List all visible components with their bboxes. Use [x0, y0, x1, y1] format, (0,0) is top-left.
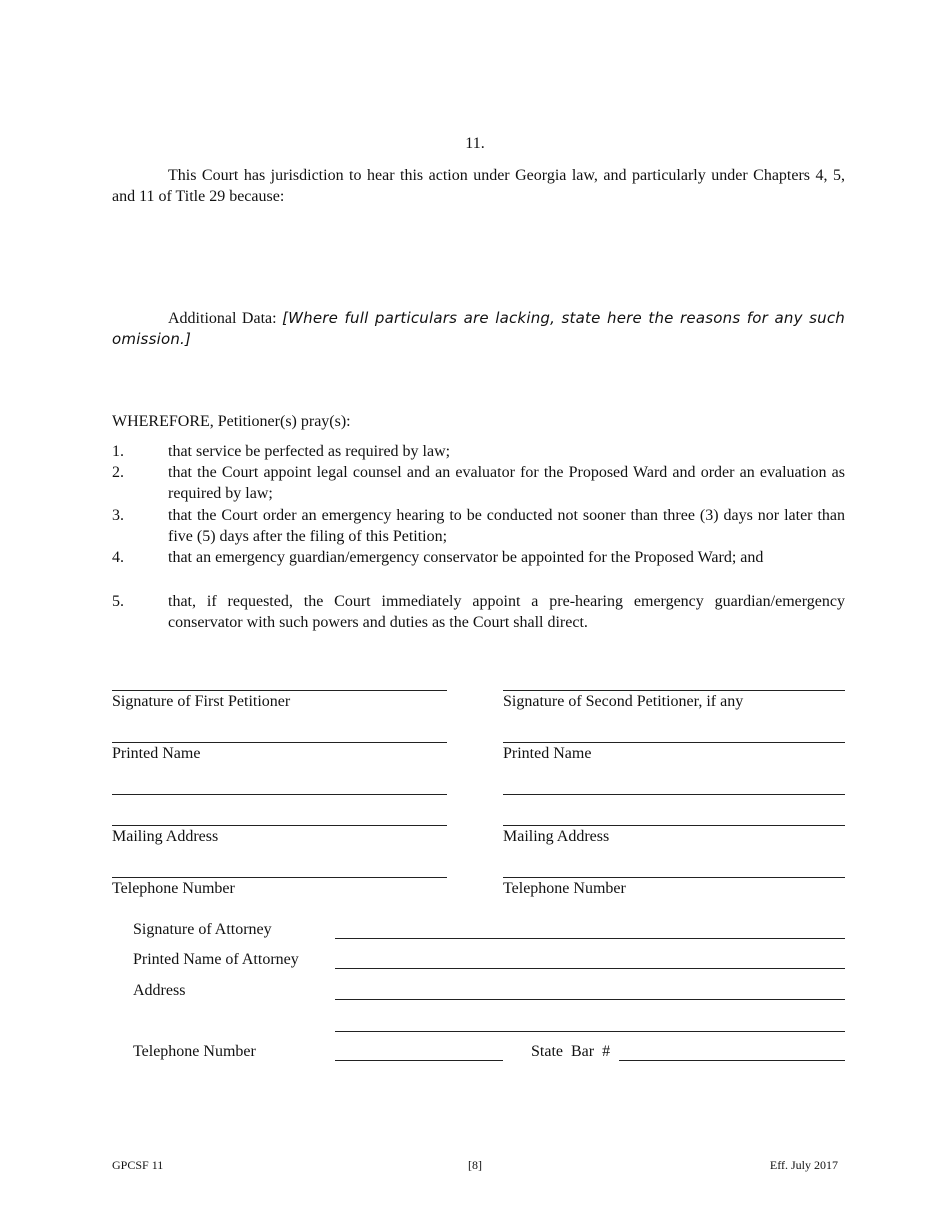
attorney-telephone-line[interactable]: [335, 1060, 503, 1061]
state-bar-line[interactable]: [619, 1060, 845, 1061]
first-address-line-2[interactable]: [112, 825, 447, 826]
jurisdiction-paragraph: This Court has jurisdiction to hear this action under Georgia law, and particularly under Chapters 4, 5, and 11 of Title 29 because:: [112, 167, 845, 205]
first-address-line-1[interactable]: [112, 794, 447, 795]
prayer-text: that the Court appoint legal counsel and an evaluator for the Proposed Ward and order an evaluation as required by law;: [168, 464, 845, 502]
footer-page-number: [8]: [468, 1158, 482, 1172]
second-printed-name-label: Printed Name: [503, 745, 592, 762]
attorney-printed-name-line[interactable]: [335, 968, 845, 969]
prayer-number: 3.: [112, 507, 124, 524]
prayer-item-5: [112, 591, 845, 633]
prayer-number: 1.: [112, 443, 124, 460]
first-signature-label: Signature of First Petitioner: [112, 693, 291, 710]
prayer-number: 4.: [112, 549, 124, 566]
prayer-text: that service be perfected as required by law;: [168, 443, 451, 460]
state-bar-label: State Bar #: [531, 1043, 611, 1060]
second-printed-name-line[interactable]: [503, 742, 845, 743]
second-address-line-2[interactable]: [503, 825, 845, 826]
prayer-item-2: [112, 462, 845, 504]
prayer-number: 5.: [112, 593, 124, 610]
prayer-text: that, if requested, the Court immediately appoint a pre-hearing emergency guardian/emergency conservator with such powers and duties as the Court shall direct.: [168, 593, 845, 631]
first-signature-line[interactable]: [112, 690, 447, 691]
prayer-item-1: [112, 441, 845, 462]
first-printed-name-label: Printed Name: [112, 745, 201, 762]
second-signature-line[interactable]: [503, 690, 845, 691]
second-telephone-line[interactable]: [503, 877, 845, 878]
footer-form-id: GPCSF 11: [112, 1158, 164, 1172]
additional-data-paragraph: [112, 308, 845, 350]
prayer-text: that the Court order an emergency hearing to be conducted not sooner than three (3) days nor later than five (5) days after the filing of this Petition;: [168, 507, 845, 545]
attorney-address-line-1[interactable]: [335, 999, 845, 1000]
second-telephone-label: Telephone Number: [503, 880, 626, 897]
prayer-text: that an emergency guardian/emergency conservator be appointed for the Proposed Ward; and: [168, 549, 764, 566]
attorney-telephone-label: Telephone Number: [133, 1043, 256, 1060]
prayer-item-4: [112, 547, 845, 568]
first-telephone-label: Telephone Number: [112, 880, 235, 897]
second-address-line-1[interactable]: [503, 794, 845, 795]
second-signature-label: Signature of Second Petitioner, if any: [503, 693, 744, 710]
first-mailing-address-label: Mailing Address: [112, 828, 219, 845]
prayer-item-3: [112, 505, 845, 547]
attorney-address-line-2[interactable]: [335, 1031, 845, 1032]
attorney-address-label: Address: [133, 982, 186, 999]
attorney-signature-label: Signature of Attorney: [133, 921, 272, 938]
first-telephone-line[interactable]: [112, 877, 447, 878]
additional-data-label: Additional Data:: [168, 310, 283, 327]
attorney-signature-line[interactable]: [335, 938, 845, 939]
additional-data-instruction: [Where full particulars are lacking, state here the reasons for any such omission.]: [112, 309, 845, 348]
wherefore-heading: WHEREFORE, Petitioner(s) pray(s):: [112, 413, 351, 430]
footer-effective-date: Eff. July 2017: [769, 1158, 838, 1172]
second-mailing-address-label: Mailing Address: [503, 828, 610, 845]
first-printed-name-line[interactable]: [112, 742, 447, 743]
section-number: 11.: [465, 135, 485, 152]
prayer-number: 2.: [112, 464, 124, 481]
attorney-printed-name-label: Printed Name of Attorney: [133, 951, 299, 968]
